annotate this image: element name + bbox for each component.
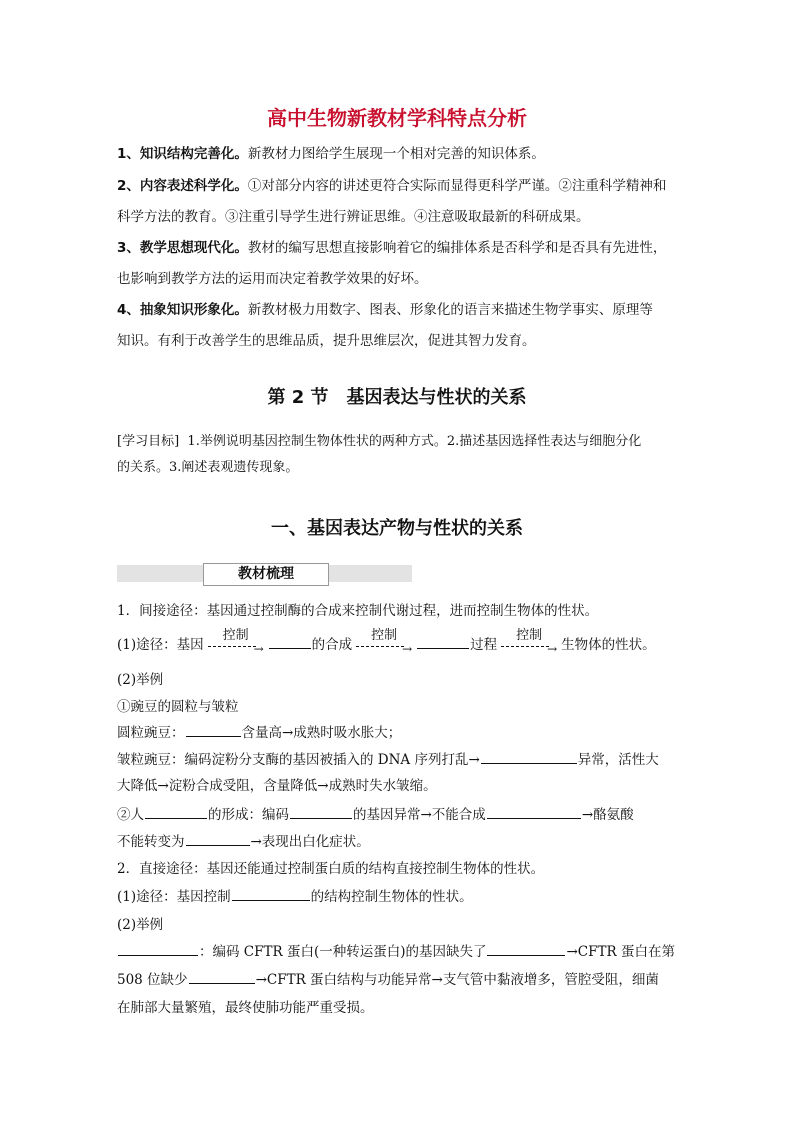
direct-pathway-suffix: 的结构控制生物体的性状。	[310, 889, 473, 905]
feature-3-text: 教材的编写思想直接影响着它的编排体系是否科学和是否具有先进性，	[247, 240, 667, 256]
pathway-row	[117, 627, 677, 657]
wrinkled-pea-row	[117, 749, 677, 771]
cf-text-1: ：编码 CFTR 蛋白(一种转运蛋白)的基因缺失了	[199, 944, 487, 960]
control-arrow-label: 控制	[371, 627, 398, 643]
feature-4	[117, 299, 677, 321]
direct-pathway-prefix: (1)途径：基因控制	[117, 889, 231, 905]
page-title: 高中生物新教材学科特点分析	[267, 106, 527, 130]
example-heading-2: (2)举例	[117, 917, 164, 933]
albinism-cont	[117, 831, 677, 853]
blank-amino-acid[interactable]	[189, 969, 255, 984]
albinism-text-6: →表现出白化症状。	[250, 834, 370, 850]
blank-albinism[interactable]	[145, 804, 207, 819]
round-pea-text: 含量高→成熟时吸水胀大；	[241, 725, 402, 741]
tab-label: 教材梳理	[203, 563, 329, 586]
feature-4-head: 4、抽象知识形象化。	[117, 302, 248, 318]
control-arrow-3	[499, 627, 559, 657]
arrow-head-icon: →	[402, 641, 413, 656]
cf-row-3: 在肺部大量繁殖，最终使肺功能严重受损。	[117, 1000, 374, 1016]
direct-pathway-row	[117, 886, 677, 908]
objectives-line-2: 的关系。3.阐述表观遗传现象。	[117, 460, 299, 475]
feature-1	[117, 143, 677, 165]
blank-protein[interactable]	[232, 886, 310, 901]
control-arrow-label: 控制	[222, 627, 249, 643]
pathway-process: 过程	[470, 637, 498, 653]
feature-2-text: ①对部分内容的讲述更符合实际而显得更科学严谨。②注重科学精神和	[247, 178, 667, 194]
pathway-synthesis: 的合成	[311, 637, 353, 653]
feature-2-cont: 科学方法的教育。③注重引导学生进行辨证思维。④注意吸取最新的科研成果。	[117, 209, 590, 225]
control-arrow-1	[206, 627, 266, 657]
blank-melanin[interactable]	[186, 831, 250, 846]
feature-3	[117, 237, 677, 259]
arrow-head-icon: →	[253, 641, 264, 656]
blank-metabolism[interactable]	[417, 634, 469, 649]
control-arrow-label: 控制	[516, 627, 543, 643]
feature-1-head: 1、知识结构完善化。	[117, 146, 248, 162]
feature-4-text: 新教材极力用数字、图表、形象化的语言来描述生物学事实、原理等	[247, 302, 653, 318]
arrow-head-icon: →	[547, 641, 558, 656]
albinism-text-1: ②人	[117, 807, 144, 823]
part-title: 一、基因表达产物与性状的关系	[271, 518, 523, 539]
blank-branching-enzyme[interactable]	[481, 749, 577, 764]
objectives-text-1: 1.举例说明基因控制生物体性状的两种方式。2.描述基因选择性表达与细胞分化	[187, 434, 642, 449]
wrinkled-pea-text-2: 异常，活性大	[577, 752, 659, 768]
feature-3-head: 3、教学思想现代化。	[117, 240, 248, 256]
indirect-pathway-heading	[117, 600, 677, 622]
indirect-pathway-head: 1．间接途径：	[117, 603, 207, 619]
albinism-text-5: 不能转变为	[117, 834, 185, 850]
round-pea-label: 圆粒豌豆：	[117, 725, 185, 741]
objectives-label: [学习目标]	[117, 434, 180, 449]
cf-row-1	[117, 941, 677, 963]
albinism-text-4: →酪氨酸	[581, 807, 634, 823]
direct-pathway-head: 2．直接途径：	[117, 861, 207, 877]
blank-bases[interactable]	[487, 941, 565, 956]
feature-4-cont: 知识。有利于改善学生的思维品质，提升思维层次，促进其智力发育。	[117, 333, 536, 349]
cf-text-2: →CFTR 蛋白在第	[566, 944, 675, 960]
feature-2	[117, 175, 677, 197]
feature-2-head: 2、内容表述科学化。	[117, 178, 248, 194]
albinism-text-2: 的形成：编码	[208, 807, 289, 823]
cf-row-2	[117, 969, 677, 991]
blank-enzyme[interactable]	[269, 634, 311, 649]
pathway-prefix: (1)途径：基因	[117, 637, 204, 653]
pathway-trait: 生物体的性状。	[561, 637, 656, 653]
wrinkled-pea-cont: 大降低→淀粉合成受阻，含量降低→成熟时失水皱缩。	[117, 778, 437, 794]
direct-pathway-heading	[117, 858, 677, 880]
blank-starch[interactable]	[186, 722, 241, 737]
blank-disease[interactable]	[118, 941, 198, 956]
wrinkled-pea-text: 皱粒豌豆：编码淀粉分支酶的基因被插入的 DNA 序列打乱→	[117, 752, 480, 768]
section-title: 第 2 节 基因表达与性状的关系	[267, 387, 527, 408]
blank-enzyme-name[interactable]	[290, 804, 352, 819]
cf-text-3: 508 位缺少	[117, 972, 188, 988]
direct-pathway-text: 基因还能通过控制蛋白质的结构直接控制生物体的性状。	[206, 861, 545, 877]
albinism-row	[117, 804, 677, 826]
feature-1-text: 新教材力图给学生展现一个相对完善的知识体系。	[247, 146, 545, 162]
objectives-line-1	[117, 431, 677, 453]
feature-3-cont: 也影响到教学方法的运用而决定着教学效果的好坏。	[117, 271, 428, 287]
blank-tyrosinase[interactable]	[487, 804, 581, 819]
control-arrow-2	[354, 627, 414, 657]
pea-example-title: ①豌豆的圆粒与皱粒	[117, 699, 239, 715]
cf-text-4: →CFTR 蛋白结构与功能异常→支气管中黏液增多，管腔受阻，细菌	[255, 972, 659, 988]
example-heading-1: (2)举例	[117, 672, 164, 688]
indirect-pathway-text: 基因通过控制酶的合成来控制代谢过程，进而控制生物体的性状。	[206, 603, 599, 619]
round-pea-row	[117, 722, 677, 744]
albinism-text-3: 的基因异常→不能合成	[353, 807, 486, 823]
